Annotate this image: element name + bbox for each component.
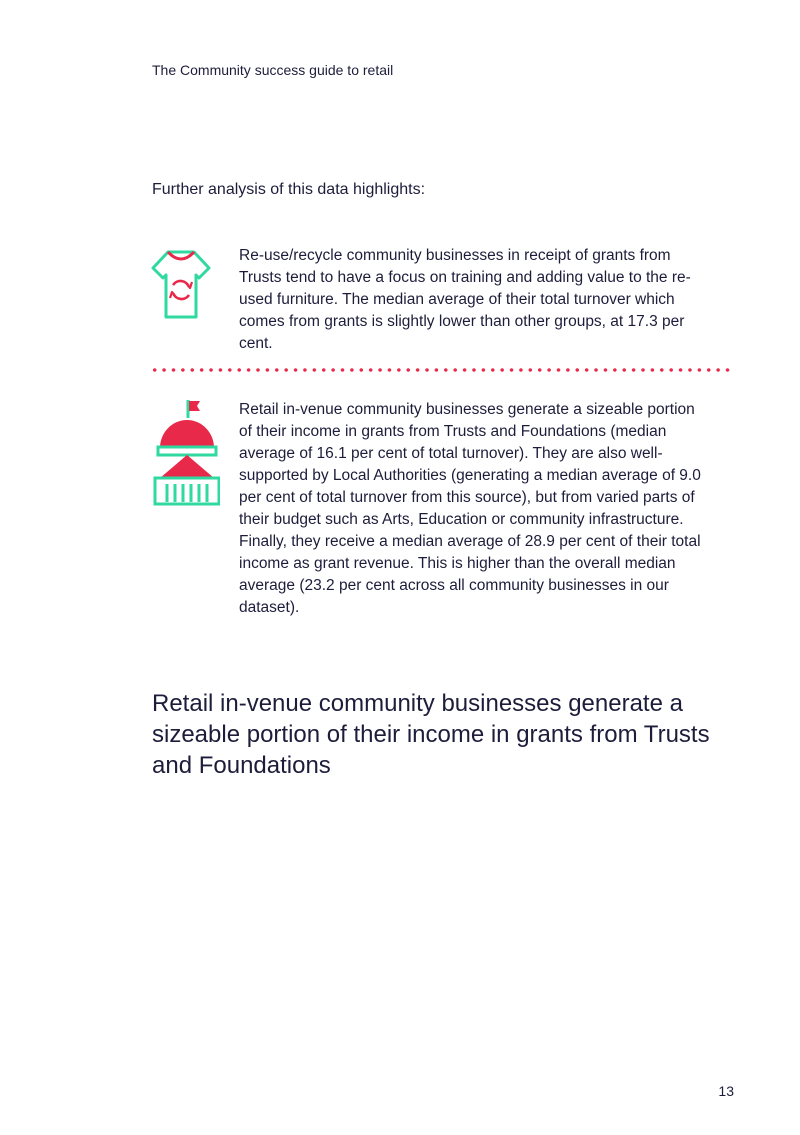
highlight-item xyxy=(150,245,735,360)
pull-quote: Retail in-venue community businesses generate a sizeable portion of their income in grants from Trusts and Foundations xyxy=(152,690,710,779)
dotted-divider xyxy=(150,368,735,372)
item-text: Retail in-venue community businesses generate a sizeable portion of their income in grants from Trusts and Foundations (median average of 16.1 per cent of total turnover). They are also well-supported by Local Authorities (generating a median average of 9.0 per cent of total turnover from this source), but from varied parts of their budget such as Arts, Education or community infrastructure. Finally, they receive a median average of 28.9 per cent of their total income as grant revenue. This is higher than the overall median average (23.2 per cent across all community businesses in our dataset). xyxy=(239,401,701,616)
running-header: The Community success guide to retail xyxy=(152,62,394,78)
civic-building-icon xyxy=(150,398,220,508)
highlight-item xyxy=(150,398,735,623)
intro-text: Further analysis of this data highlights: xyxy=(152,181,426,198)
page-number: 13 xyxy=(718,1083,734,1099)
t-shirt-recycle-icon xyxy=(150,247,212,321)
item-text: Re-use/recycle community businesses in receipt of grants from Trusts tend to have a focus on training and adding value to the re-used furniture. The median average of their total turnover which comes from grants is slightly lower than other groups, at 17.3 per cent. xyxy=(239,247,691,352)
